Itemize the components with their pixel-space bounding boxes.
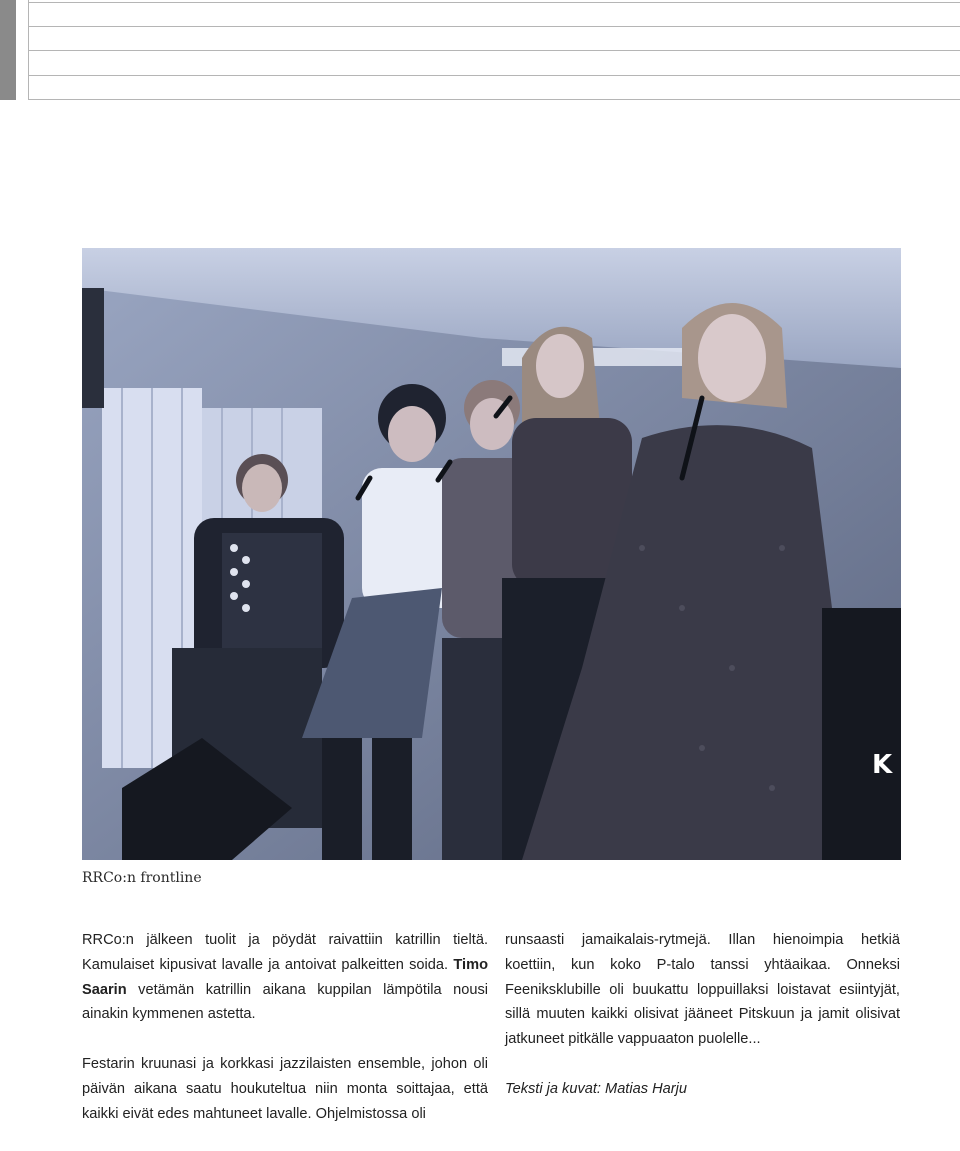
photo-illustration [82, 248, 901, 860]
svg-text:K: K [872, 750, 893, 780]
article-paragraph [82, 928, 488, 1027]
author-credit: Teksti ja kuvat: Matias Harju [505, 1080, 687, 1097]
header-rule [28, 2, 960, 3]
header-accent-block [0, 0, 16, 100]
article-paragraph: Festarin kruunasi ja korkkasi jazzilaisten ensemble, johon oli päivän aikana saatu houkuteltua niin monta soittajaa, että kaikki eivät edes mahtuneet lavalle. Ohjelmistossa oli [82, 1055, 488, 1122]
person-name: Timo Saarin [82, 956, 488, 998]
article-column-right [505, 928, 900, 1126]
header-rule [28, 26, 960, 27]
header-rule [28, 99, 960, 100]
article-paragraph: runsaasti jamaikalais-rytmejä. Illan hienoimpia hetkiä koettiin, kun koko P-talo tanssi yhtäaikaa. Onneksi Feeniksklubille oli buukattu loppuillaksi loistavat esiintyjät, sillä muuten kaikki olisivat jääneet Pitskuun ja jamit olisivat jatkuneet pitkälle vappuaaton puolelle... [505, 932, 900, 1048]
header-rule [28, 75, 960, 76]
paragraph-text: RRCo:n jälkeen tuolit ja pöydät raivattiin katrillin tieltä. Kamulaiset kipusivat lavalle ja antoivat palkeitten soida. [82, 932, 488, 973]
article-column-left [82, 928, 488, 1151]
header-rule [28, 50, 960, 51]
paragraph-text: vetämän katrillin aikana kuppilan lämpötila nousi ainakin kymmenen astetta. [82, 981, 488, 1023]
photo-caption: RRCo:n frontline [82, 870, 202, 886]
band-performance-photo [82, 248, 901, 860]
